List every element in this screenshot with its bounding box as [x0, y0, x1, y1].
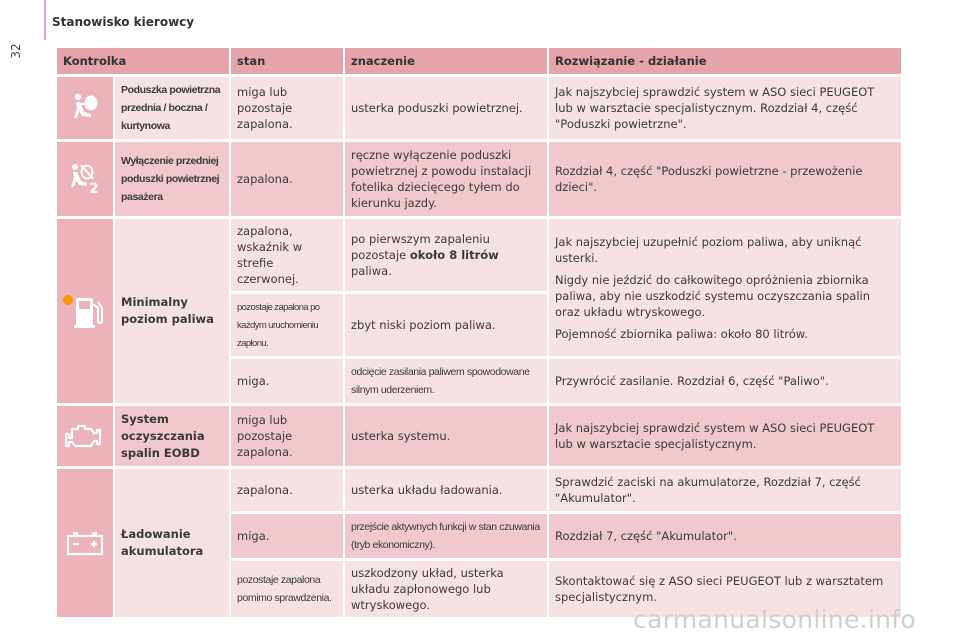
light-name: Poduszka powietrzna przednia / boczna / kurtynowa	[115, 77, 231, 139]
table-header-row	[57, 48, 903, 74]
stan-cell: zapalona.	[231, 469, 345, 511]
light-name: System oczyszczania spalin EOBD	[115, 406, 231, 466]
light-name: Ładowanie akumulatora	[115, 469, 231, 617]
rozwiazanie-cell: Rozdział 7, część "Akumulator".	[549, 514, 903, 558]
fuel-pump-icon	[62, 286, 108, 336]
icon-cell	[57, 406, 115, 466]
table-row	[57, 219, 903, 291]
znaczenie-cell: usterka systemu.	[345, 406, 549, 466]
znaczenie-cell: odcięcie zasilania paliwem spowodowane silnym uderzeniem.	[345, 359, 549, 403]
stan-cell: miga.	[231, 514, 345, 558]
light-name: Wyłączenie przedniej poduszki powietrznej pasażera	[115, 142, 231, 216]
icon-cell	[57, 77, 115, 139]
stan-cell: pozostaje zapalona pomimo sprawdzenia.	[231, 561, 345, 617]
stan-cell: miga.	[231, 359, 345, 403]
icon-cell	[57, 142, 115, 216]
rozwiazanie-cell: Sprawdzić zaciski na akumulatorze, Rozdział 7, część "Akumulator".	[549, 469, 903, 511]
col-header-stan: stan	[231, 48, 345, 74]
battery-charge-icon	[63, 528, 107, 558]
stan-cell: zapalona, wskaźnik w strefie czerwonej.	[231, 219, 345, 291]
znaczenie-cell: usterka układu ładowania.	[345, 469, 549, 511]
col-header-znaczenie: znaczenie	[345, 48, 549, 74]
rozwiazanie-cell: Jak najszybciej sprawdzić system w ASO sieci PEUGEOT lub w warsztacie specjalistycznym.	[549, 406, 903, 466]
table-row	[57, 469, 903, 511]
rozwiazanie-cell: Jak najszybciej sprawdzić system w ASO sieci PEUGEOT lub w warsztacie specjalistycznym. Rozdział 4, część "Poduszki powietrzne".	[549, 77, 903, 139]
rozwiazanie-cell: Skontaktować się z ASO sieci PEUGEOT lub z warsztatem specjalistycznym.	[549, 561, 903, 617]
znaczenie-cell: po pierwszym zapaleniu pozostaje około 8 litrów paliwa.	[345, 219, 549, 291]
table-row	[57, 142, 903, 216]
passenger-airbag-off-icon	[65, 159, 105, 199]
stan-cell: miga lub pozostaje zapalona.	[231, 77, 345, 139]
icon-cell	[57, 469, 115, 617]
left-accent-rule	[44, 0, 46, 40]
engine-check-icon	[63, 419, 107, 453]
col-header-rozwiazanie: Rozwiązanie - działanie	[549, 48, 903, 74]
stan-cell: miga lub pozostaje zapalona.	[231, 406, 345, 466]
svg-text:2: 2	[89, 181, 99, 197]
warning-lights-table	[57, 45, 903, 620]
stan-cell: pozostaje zapalona po każdym uruchomieniu zapłonu.	[231, 294, 345, 356]
table-row	[57, 77, 903, 139]
rozwiazanie-cell: Rozdział 4, część "Poduszki powietrzne - przewożenie dzieci".	[549, 142, 903, 216]
page-number: 32	[9, 43, 23, 59]
znaczenie-cell: usterka poduszki powietrznej.	[345, 77, 549, 139]
watermark: carmanualsonline.info	[633, 605, 916, 634]
rozwiazanie-cell: Jak najszybciej uzupełnić poziom paliwa, aby uniknąć usterki. Nigdy nie jeździć do całkowitego opróżnienia zbiornika paliwa, aby nie uszkodzić systemu oczyszczania spalin oraz układu wtryskowego. Pojemność zbiornika paliwa: około 80 litrów.	[549, 219, 903, 356]
airbag-warning-icon	[67, 90, 103, 126]
table-row	[57, 406, 903, 466]
icon-cell	[57, 219, 115, 403]
znaczenie-cell: zbyt niski poziom paliwa.	[345, 294, 549, 356]
col-header-kontrolka: Kontrolka	[57, 48, 231, 74]
stan-cell: zapalona.	[231, 142, 345, 216]
section-title: Stanowisko kierowcy	[52, 15, 195, 29]
znaczenie-cell: przejście aktywnych funkcji w stan czuwania (tryb ekonomiczny).	[345, 514, 549, 558]
znaczenie-cell: uszkodzony układ, usterka układu zapłonowego lub wtryskowego.	[345, 561, 549, 617]
rozwiazanie-cell: Przywrócić zasilanie. Rozdział 6, część "Paliwo".	[549, 359, 903, 403]
znaczenie-cell: ręczne wyłączenie poduszki powietrznej z powodu instalacji fotelika dziecięcego tyłem do kierunku jazdy.	[345, 142, 549, 216]
light-name: Minimalny poziom paliwa	[115, 219, 231, 403]
